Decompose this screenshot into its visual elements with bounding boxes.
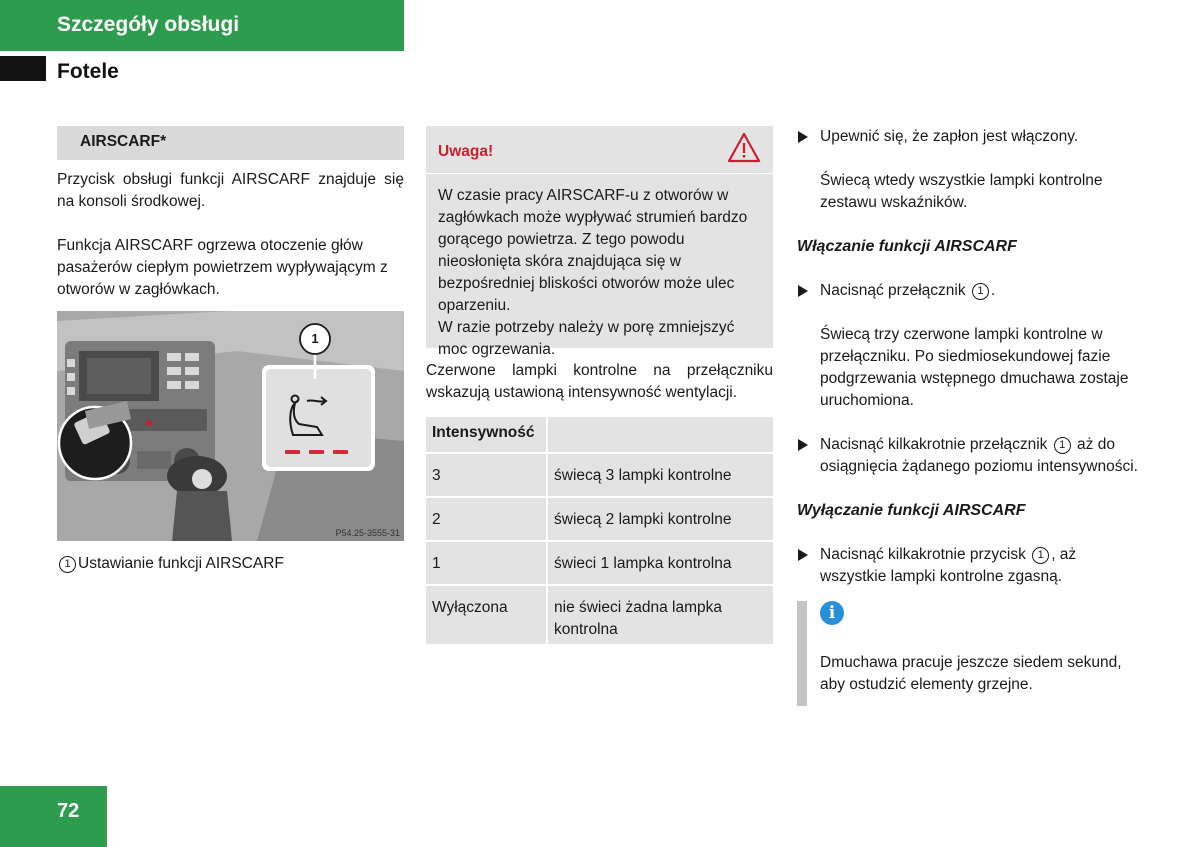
page-number-box xyxy=(0,786,107,847)
chapter-title: Szczegóły obsługi xyxy=(57,13,240,36)
warning-box xyxy=(426,126,773,358)
table-header-intensity: Intensywność xyxy=(426,417,547,453)
bullet-arrow-icon xyxy=(798,439,808,451)
warning-body xyxy=(426,174,773,361)
column-right xyxy=(797,126,1145,706)
table-cell-level: 2 xyxy=(426,497,547,541)
column-left xyxy=(57,126,404,572)
warning-text-1: W czasie pracy AIRSCARF-u z otworów w zagłówkach może wypływać strumień bardzo gorącego powietrza. Z tego powodu nieosłonięta skóra znajdująca się w bezpośredniej bliskości otworów może ulec oparzeniu. xyxy=(438,187,748,314)
table-row xyxy=(426,497,773,541)
table-cell-description: świeci 1 lampka kontrolna xyxy=(547,541,773,585)
section-title: Fotele xyxy=(57,60,119,83)
warning-title: Uwaga! xyxy=(438,143,494,160)
caption-text: Ustawianie funkcji AIRSCARF xyxy=(78,555,284,572)
table-cell-level: 3 xyxy=(426,453,547,497)
paragraph-function-description: Funkcja AIRSCARF ogrzewa otoczenie głów pasażerów ciepłym powietrzem wypływającym z otworów w zagłówkach. xyxy=(57,237,388,298)
button-number-badge: 1 xyxy=(1032,547,1049,564)
info-text: Dmuchawa pracuje jeszcze siedem sekund, aby ostudzić elementy grzejne. xyxy=(820,654,1122,693)
section-marker xyxy=(0,56,46,81)
table-cell-level: Wyłączona xyxy=(426,585,547,645)
info-icon: i xyxy=(820,601,844,625)
page-number: 72 xyxy=(57,800,80,822)
step-text-end: . xyxy=(990,282,996,299)
table-cell-description: nie świeci żadna lampka kontrolna xyxy=(547,585,773,645)
step-press-switch xyxy=(797,280,1145,302)
step-ignition xyxy=(797,126,1145,148)
warning-header xyxy=(426,126,773,174)
subheading-switch-on: Włączanie funkcji AIRSCARF xyxy=(797,238,1017,255)
bullet-arrow-icon xyxy=(798,285,808,297)
step-text: Nacisnąć kilkakrotnie przełącznik xyxy=(820,436,1048,453)
table-header-empty xyxy=(547,417,773,453)
table-cell-description: świecą 3 lampki kontrolne xyxy=(547,453,773,497)
step-text-end: aż do osiągnięcia żądanego poziomu intensywności. xyxy=(820,436,1138,475)
console-photo xyxy=(57,311,404,541)
table-row xyxy=(426,453,773,497)
table-row xyxy=(426,585,773,645)
bullet-arrow-icon xyxy=(798,549,808,561)
console-illustration xyxy=(57,311,404,541)
result-text-preheat: Świecą trzy czerwone lampki kontrolne w przełączniku. Po siedmiosekundowej fazie podgrzewania wstępnego dmuchawa zostaje uruchomiona. xyxy=(820,326,1129,409)
step-turn-off xyxy=(797,544,1145,588)
switch-number-badge: 1 xyxy=(972,283,989,300)
table-header-row xyxy=(426,417,773,453)
step-adjust-intensity xyxy=(797,434,1145,478)
feature-heading-box: AIRSCARF* xyxy=(57,126,404,160)
paragraph-control-lamps: Czerwone lampki kontrolne na przełączniku wskazują ustawioną intensywność wentylacji. xyxy=(426,362,773,401)
info-note xyxy=(797,601,1145,706)
table-cell-level: 1 xyxy=(426,541,547,585)
paragraph-switch-location: Przycisk obsługi funkcji AIRSCARF znajduje się na konsoli środkowej. xyxy=(57,171,404,210)
photo-caption xyxy=(57,553,284,575)
result-text-lamps: Świecą wtedy wszystkie lampki kontrolne zestawu wskaźników. xyxy=(820,172,1103,211)
switch-number-badge: 1 xyxy=(1054,437,1071,454)
bullet-arrow-icon xyxy=(798,131,808,143)
column-middle xyxy=(426,126,773,646)
info-side-bar xyxy=(797,601,807,706)
subheading-switch-off: Wyłączanie funkcji AIRSCARF xyxy=(797,502,1026,519)
table-row xyxy=(426,541,773,585)
step-text-end: , aż wszystkie lampki kontrolne zgasną. xyxy=(820,546,1077,585)
table-cell-description: świecą 2 lampki kontrolne xyxy=(547,497,773,541)
step-text: Upewnić się, że zapłon jest włączony. xyxy=(820,128,1079,145)
warning-text-2: W razie potrzeby należy w porę zmniejszyć moc ogrzewania. xyxy=(438,319,735,358)
photo-callout-number: 1 xyxy=(311,331,319,346)
step-text: Nacisnąć kilkakrotnie przycisk xyxy=(820,546,1026,563)
step-text: Nacisnąć przełącznik xyxy=(820,282,966,299)
warning-triangle-icon xyxy=(727,132,761,164)
intensity-table xyxy=(426,417,773,646)
caption-number-badge: 1 xyxy=(59,556,76,573)
photo-reference-code: P54.25-3555-31 xyxy=(335,528,400,538)
